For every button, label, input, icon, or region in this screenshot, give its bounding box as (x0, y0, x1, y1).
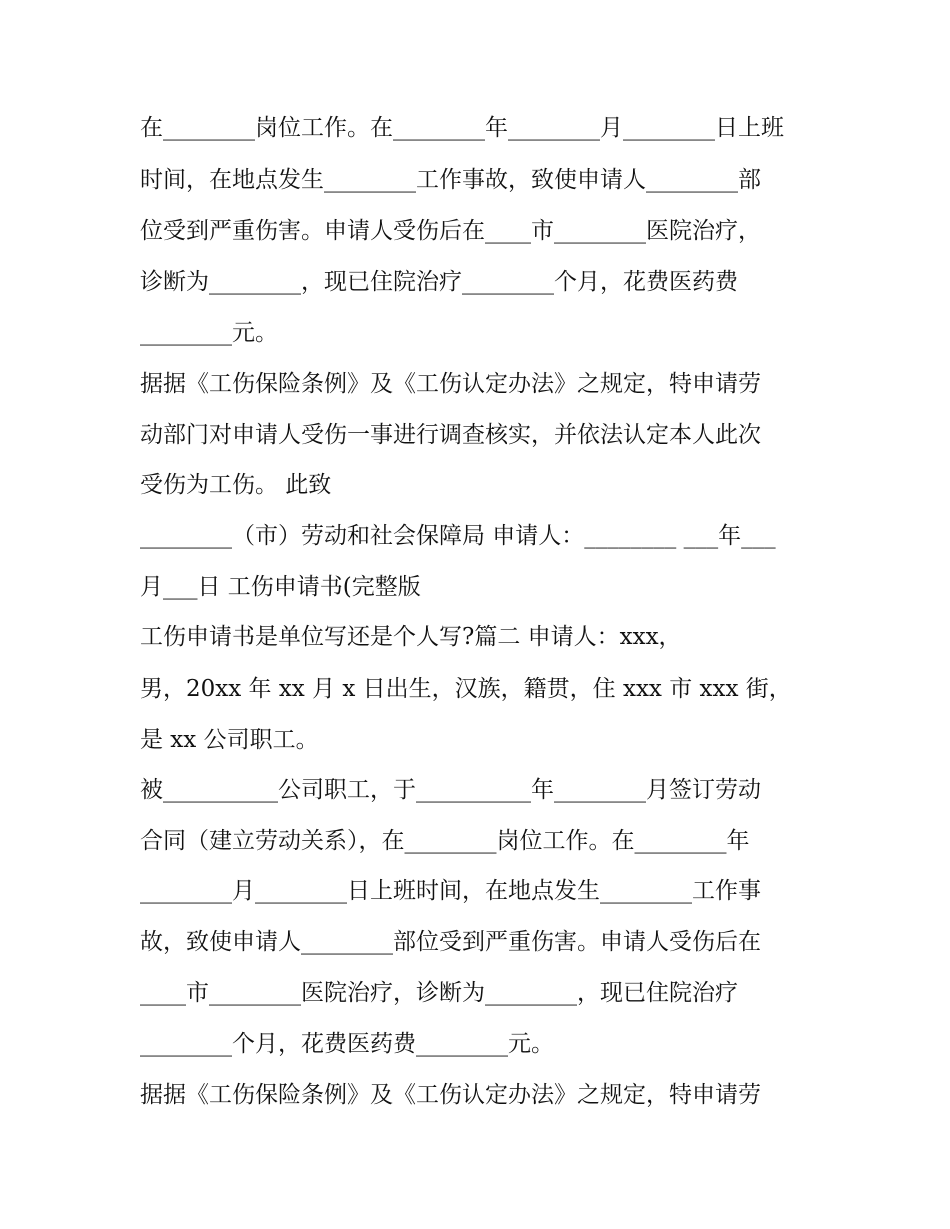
text-line: ________月________日上班时间，在地点发生________工作事 (140, 878, 761, 904)
text-line: 被__________公司职工，于__________年________月签订劳动 (140, 777, 761, 803)
text-line: 在________岗位工作。在________年________月________日上班 (140, 115, 784, 141)
text-line: 时间，在地点发生________工作事故，致使申请人________部 (140, 167, 761, 193)
text-line: 工伤申请书是单位写还是个人写?篇二 申请人：xxx， (140, 624, 682, 650)
text-line: 受伤为工伤。 此致 (140, 472, 332, 498)
text-line: 合同（建立劳动关系），在________岗位工作。在________年 (140, 828, 750, 854)
text-line: 故，致使申请人________部位受到严重伤害。申请人受伤后在 (140, 929, 761, 955)
text-line: ____市________医院治疗，诊断为________，现已住院治疗 (140, 980, 738, 1006)
text-line: 位受到严重伤害。申请人受伤后在____市________医院治疗， (140, 218, 761, 244)
text-line: 据据《工伤保险条例》及《工伤认定办法》之规定，特申请劳 (140, 371, 761, 397)
text-line: 动部门对申请人受伤一事进行调查核实，并依法认定本人此次 (140, 422, 761, 448)
text-line: 据据《工伤保险条例》及《工伤认定办法》之规定，特申请劳 (140, 1082, 761, 1108)
text-line: 是 xx 公司职工。 (140, 727, 319, 753)
text-line: ________个月，花费医药费________元。 (140, 1031, 554, 1057)
text-line: 男，20xx 年 xx 月 x 日出生，汉族，籍贯，住 xxx 市 xxx 街， (140, 676, 792, 702)
text-line: 诊断为________，现已住院治疗________个月，花费医药费 (140, 269, 738, 295)
text-line: ________（市）劳动和社会保障局 申请人：________ ___年___ (140, 523, 776, 549)
text-line: ________元。 (140, 320, 278, 346)
text-line: 月___日 工伤申请书(完整版 (140, 574, 421, 600)
